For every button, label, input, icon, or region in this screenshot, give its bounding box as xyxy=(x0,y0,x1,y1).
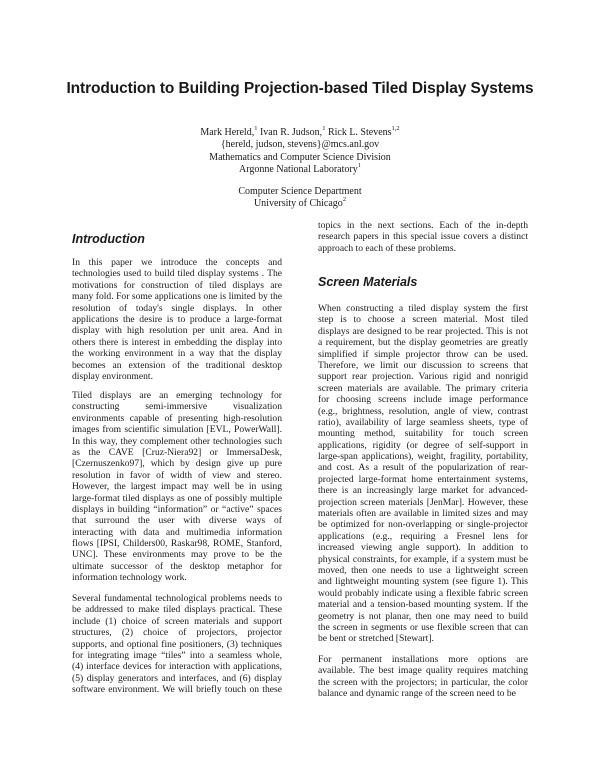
text-line: applications the desire is to produce a large-format xyxy=(72,313,282,325)
text-line: be optimized for non-overlapping or single-projector xyxy=(318,519,528,531)
text-line: be addressed to make tiled displays practical. These xyxy=(72,604,282,616)
text-line: topics in the next sections. Each of the in-depth xyxy=(318,220,528,231)
text-line: large-format tiled displays as one of possibly multiple xyxy=(72,492,282,504)
author-email: {hereld, judson, stevens}@mcs.anl.gov xyxy=(220,139,380,151)
text-line: many fold. For some applications one is limited by the xyxy=(72,291,282,303)
text-line: and lightweight mounting system (see figure 1). This xyxy=(318,576,528,588)
text-line: that surround the user with diverse ways of xyxy=(72,515,282,527)
section-heading-introduction: Introduction xyxy=(72,232,145,246)
text-line: motivations for construction of tiled displays are xyxy=(72,279,282,291)
lab xyxy=(0,161,600,176)
text-line: software environment. We will briefly touch on these xyxy=(72,684,282,696)
text-line: screen materials are available. The primary criteria xyxy=(318,382,528,394)
text-line: step is to choose a screen material. Most tiled xyxy=(318,314,528,326)
text-line: applications (e.g., requiring a Fresnel lens for xyxy=(318,530,528,542)
text-line: there is an increasingly large market for advanced- xyxy=(318,485,528,497)
text-line: available. The best image quality requires matching xyxy=(318,665,528,677)
text-line: balance and dynamic range of the screen need to be xyxy=(318,688,516,700)
text-line: research papers in this special issue covers a distinct xyxy=(318,231,528,243)
text-line: interacting with data and multimedia information xyxy=(72,526,282,538)
affiliation-sup: 1 xyxy=(322,125,326,132)
affiliation-sup: 1,2 xyxy=(391,125,400,132)
paragraph xyxy=(72,390,282,584)
text-line: flows [IPSI, Childers00, Raskar98, ROME, Stanford, xyxy=(72,538,282,550)
text-line: (4) interface devices for interaction with applications, xyxy=(72,661,282,673)
author-name: Rick L. Stevens xyxy=(327,127,392,138)
text-line: technologies used to build tiled display systems . The xyxy=(72,268,282,280)
text-line: (5) display generators and interfaces, and (6) display xyxy=(72,672,282,684)
text-line: In this way, they complement other technologies such xyxy=(72,435,282,447)
paragraph xyxy=(318,303,528,645)
text-line: information technology work. xyxy=(72,572,187,584)
text-line: others there is interest in embedding the display into xyxy=(72,336,282,348)
paper-title: Introduction to Building Projection-based Tiled Display Systems xyxy=(66,80,534,97)
text-line: display environment. xyxy=(72,370,153,382)
text-line: displays are designed to be rear projected. This is not xyxy=(318,325,528,337)
university-name: University of Chicago xyxy=(253,198,343,210)
text-line: For permanent installations more options are xyxy=(318,654,528,665)
text-line: the screen with the projectors; in particular, the color xyxy=(318,676,528,688)
paragraph xyxy=(318,654,528,700)
text-line: display with high resolution per unit area. And in xyxy=(72,325,282,337)
text-line: environments capable of presenting high-resolution xyxy=(72,412,282,424)
text-line: and cost. As a result of the popularization of rear- xyxy=(318,462,528,474)
section-heading-screen-materials: Screen Materials xyxy=(318,275,418,289)
text-line: resolution in favor of width of view and stereo. xyxy=(72,469,282,481)
text-line: In this paper we introduce the concepts and xyxy=(72,257,282,268)
text-line: resolution of today's single displays. In other xyxy=(72,302,282,314)
text-line: Several fundamental technological problems needs to xyxy=(72,593,282,604)
division: Mathematics and Computer Science Division xyxy=(209,151,391,163)
text-line: However, the largest impact may well be in using xyxy=(72,481,282,493)
text-line: for integrating image “tiles” into a seamless whole, xyxy=(72,649,282,661)
paragraph xyxy=(72,593,282,696)
text-line: Tiled displays are an emerging technology for xyxy=(72,390,282,401)
text-line: projection screen materials [JenMar]. However, these xyxy=(318,496,528,508)
author-name: Mark Hereld, xyxy=(200,127,255,138)
author-block xyxy=(0,127,600,211)
text-line: ratio), availability of large seamless sheets, type of xyxy=(318,416,528,428)
text-line: for choosing screens include image performance xyxy=(318,394,528,406)
text-line: a requirement, but the display geometries are greatly xyxy=(318,337,528,349)
text-line: Therefore, we limit our discussion to screens that xyxy=(318,359,528,371)
text-line: material and a tension-based mounting system. If the xyxy=(318,599,528,611)
text-line: UNC]. These environments may prove to be the xyxy=(72,549,282,561)
text-line: physical constraints, for example, if a system must be xyxy=(318,553,528,565)
text-line: mounting method, suitability for touch screen xyxy=(318,428,528,440)
author-name: Ivan R. Judson, xyxy=(259,127,323,138)
text-line: materials often are available in limited sizes and may xyxy=(318,508,528,520)
text-line: approach to each of these problems. xyxy=(318,242,456,254)
text-line: When constructing a tiled display system the first xyxy=(318,303,528,314)
affiliation-sup: 1 xyxy=(254,125,258,132)
department: Computer Science Department xyxy=(238,186,362,198)
text-line: be bent or stretched [Stewart]. xyxy=(318,633,434,645)
text-line: large-span applications), weight, fragility, portability, xyxy=(318,451,528,463)
text-line: moved, then one needs to use a lightweight screen xyxy=(318,564,528,576)
text-line: the screen in segments or use flexible screen that can xyxy=(318,621,528,633)
text-line: (e.g., brightness, resolution, angle of view, contrast xyxy=(318,405,528,417)
text-line: supports, and optional fine positioners, (3) techniques xyxy=(72,638,282,650)
lab-name: Argonne National Laboratory xyxy=(239,163,358,175)
text-line: [Czernuszenko97], which by design give up pure xyxy=(72,458,282,470)
text-line: constructing semi-immersive visualization xyxy=(72,401,282,413)
text-line: ultimate successor of the desktop metaphor for xyxy=(72,560,282,572)
text-line: applications, rigidity (or degree of self-support in xyxy=(318,439,528,451)
affiliation-sup: 1 xyxy=(357,161,361,169)
text-line: structures, (2) choice of projectors, projector xyxy=(72,627,282,639)
text-line: geometry is not planar, then one may need to build xyxy=(318,610,528,622)
text-line: images from scientific simulation [EVL, PowerWall]. xyxy=(72,424,282,436)
text-line: include (1) choice of screen materials and support xyxy=(72,615,282,627)
text-line: simplified if simple projector throw can be used. xyxy=(318,348,528,360)
text-line: the working environment in a way that the display xyxy=(72,348,282,360)
text-line: becomes an extension of the traditional desktop xyxy=(72,359,282,371)
text-line: would probably indicate using a flexible fabric screen xyxy=(318,587,528,599)
paragraph xyxy=(318,220,528,254)
affiliation-sup: 2 xyxy=(342,196,347,204)
text-line: as the CAVE [Cruz-Niera92] or ImmersaDesk, xyxy=(72,446,282,458)
author-names xyxy=(0,127,600,139)
text-line: projected large-format home entertainment systems, xyxy=(318,473,528,485)
paragraph xyxy=(72,257,282,382)
text-line: support rear projection. Various rigid and nonrigid xyxy=(318,371,528,383)
text-line: displays in building “information” or “active” spaces xyxy=(72,503,282,515)
text-line: increased viewing angle support). In addition to xyxy=(318,542,528,554)
university xyxy=(0,198,600,210)
